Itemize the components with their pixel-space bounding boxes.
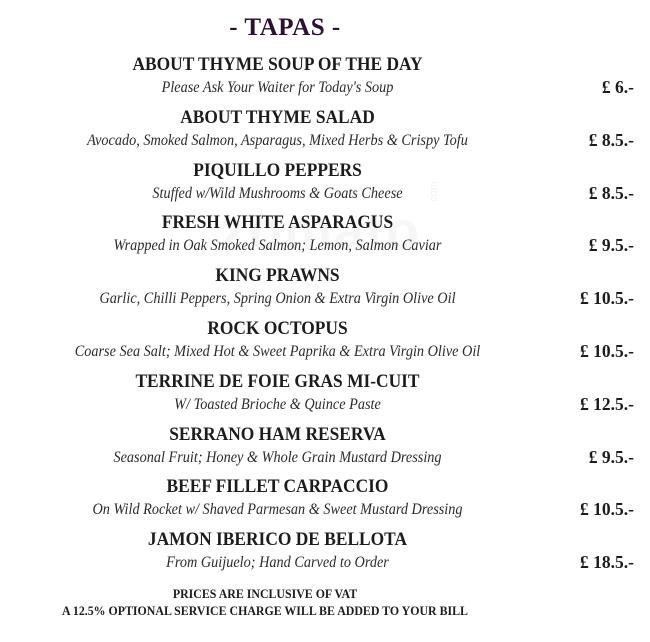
menu-item xyxy=(0,477,650,530)
item-description: On Wild Rocket w/ Shaved Parmesan & Sweet Mustard Dressing xyxy=(92,501,463,519)
item-price: £ 10.5.- xyxy=(580,340,634,361)
item-name: JAMON IBERICO DE BELLOTA xyxy=(147,530,408,551)
item-description: W/ Toasted Brioche & Quince Paste xyxy=(174,395,381,413)
item-price: £ 6.- xyxy=(601,77,634,97)
item-price: £ 9.5.- xyxy=(588,446,634,467)
item-name: KING PRAWNS xyxy=(215,266,340,287)
item-name: BEEF FILLET CARPACCIO xyxy=(166,477,389,498)
menu-item xyxy=(0,108,650,161)
menu-item xyxy=(0,530,650,583)
item-price: £ 10.5.- xyxy=(580,499,634,520)
menu-item xyxy=(0,213,650,266)
item-price: £ 10.5.- xyxy=(580,288,634,309)
watermark-suffix: .com xyxy=(428,181,440,205)
menu-item xyxy=(0,266,650,319)
item-price: £ 18.5.- xyxy=(580,552,634,573)
menu-item xyxy=(0,372,650,425)
item-price: £ 8.5.- xyxy=(588,182,634,203)
menu-item xyxy=(0,55,650,108)
menu-item xyxy=(0,425,650,478)
item-description: Stuffed w/Wild Mushrooms & Goats Cheese xyxy=(152,184,403,202)
item-name: ABOUT THYME SOUP OF THE DAY xyxy=(132,55,423,75)
item-description: From Guijuelo; Hand Carved to Order xyxy=(166,554,389,572)
item-description: Please Ask Your Waiter for Today's Soup xyxy=(161,79,394,96)
item-name: ROCK OCTOPUS xyxy=(207,318,348,339)
item-description: Coarse Sea Salt; Mixed Hot & Sweet Paprika & Extra Virgin Olive Oil xyxy=(74,342,481,360)
menu-item xyxy=(0,319,650,372)
item-price: £ 9.5.- xyxy=(588,235,634,256)
vat-notice: PRICES ARE INCLUSIVE OF VAT xyxy=(172,587,358,601)
item-name: TERRINE DE FOIE GRAS MI-CUIT xyxy=(135,371,420,392)
item-description: Wrapped in Oak Smoked Salmon; Lemon, Salmon Caviar xyxy=(113,237,442,255)
item-name: FRESH WHITE ASPARAGUS xyxy=(161,213,394,234)
menu-section-title: - TAPAS - xyxy=(229,14,341,41)
menu-item xyxy=(0,161,650,214)
item-name: PIQUILLO PEPPERS xyxy=(193,160,362,181)
item-description: Avocado, Smoked Salmon, Asparagus, Mixed Herbs & Crispy Tofu xyxy=(87,131,468,149)
service-charge-notice: A 12.5% OPTIONAL SERVICE CHARGE WILL BE ADDED TO YOUR BILL xyxy=(62,604,468,618)
item-name: ABOUT THYME SALAD xyxy=(180,107,375,128)
item-price: £ 8.5.- xyxy=(588,129,634,150)
item-name: SERRANO HAM RESERVA xyxy=(169,424,386,445)
menu-footer xyxy=(0,586,530,620)
item-description: Garlic, Chilli Peppers, Spring Onion & Extra Virgin Olive Oil xyxy=(99,290,456,308)
item-description: Seasonal Fruit; Honey & Whole Grain Mustard Dressing xyxy=(113,448,442,466)
item-price: £ 12.5.- xyxy=(580,393,634,414)
menu-item-list xyxy=(0,55,650,583)
